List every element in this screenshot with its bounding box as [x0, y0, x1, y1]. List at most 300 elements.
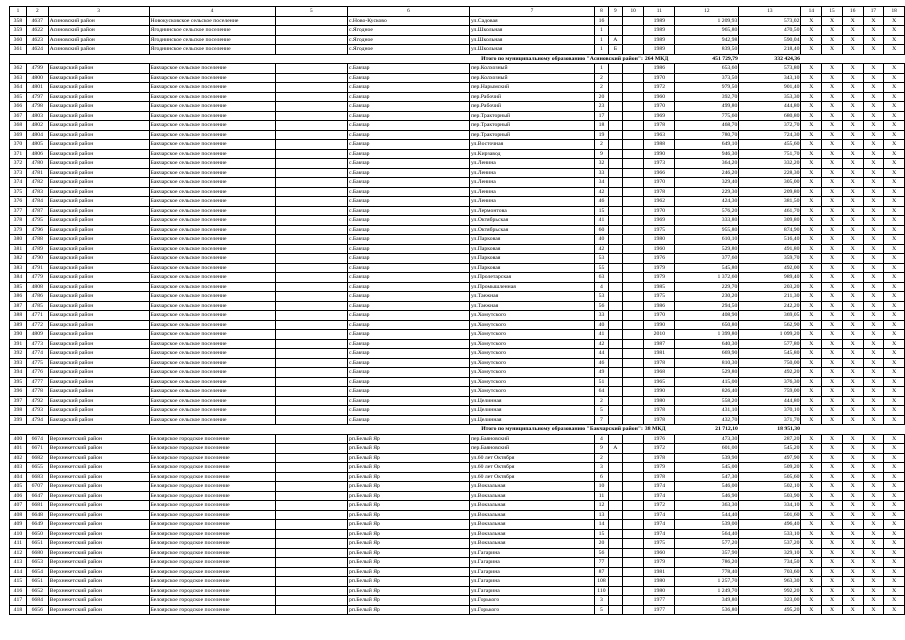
mark-cell: X — [801, 45, 822, 55]
mark-cell: X — [884, 216, 905, 226]
object-code-cell: 6650 — [26, 529, 48, 539]
living-area-cell: 376,30 — [739, 377, 801, 387]
empty-cell — [622, 434, 644, 444]
settlement-cell: Бакчарское сельское поселение — [149, 320, 275, 330]
year-cell: 1965 — [644, 377, 675, 387]
empty-cell — [275, 254, 347, 264]
house-number-cell: 32 — [595, 159, 609, 169]
empty-cell — [275, 387, 347, 397]
settlement-cell: Белоярское городское поселение — [149, 529, 275, 539]
total-area-cell: 229,70 — [675, 282, 739, 292]
housing-register-table — [9, 6, 905, 615]
empty-cell — [275, 197, 347, 207]
total-area-cell: 1 249,70 — [675, 586, 739, 596]
house-letter-cell — [608, 558, 622, 568]
total-area-cell: 468,70 — [675, 121, 739, 131]
mark-cell: X — [884, 282, 905, 292]
empty-cell — [275, 472, 347, 482]
living-area-cell: 455,60 — [739, 140, 801, 150]
total-area-cell: 546,90 — [675, 491, 739, 501]
table-row — [10, 491, 905, 501]
mark-cell: X — [863, 244, 884, 254]
locality-cell: рп.Белый Яр — [347, 444, 469, 454]
living-area-cell: 334,10 — [739, 501, 801, 511]
house-letter-cell — [608, 178, 622, 188]
house-letter-cell — [608, 197, 622, 207]
mark-cell: X — [884, 263, 905, 273]
mark-cell: X — [822, 197, 843, 207]
table-row — [10, 368, 905, 378]
district-cell: Бакчарский район — [48, 121, 149, 131]
empty-cell — [622, 64, 644, 74]
street-cell: ул.Целинная — [469, 396, 594, 406]
district-cell: Бакчарский район — [48, 396, 149, 406]
empty-cell — [275, 282, 347, 292]
mark-cell: X — [884, 273, 905, 283]
mark-cell: X — [822, 111, 843, 121]
mark-cell: X — [863, 225, 884, 235]
object-code-cell: 4776 — [26, 368, 48, 378]
empty-cell — [275, 491, 347, 501]
mark-cell: X — [863, 311, 884, 321]
living-area-cell: 371,70 — [739, 415, 801, 425]
house-number-cell: 46 — [595, 358, 609, 368]
living-area-cell: 992,20 — [739, 586, 801, 596]
empty-cell — [275, 320, 347, 330]
year-cell: 1975 — [644, 292, 675, 302]
street-cell: ул.Ленина — [469, 178, 594, 188]
mark-cell: X — [842, 178, 863, 188]
mark-cell: X — [801, 16, 822, 26]
empty-cell — [275, 406, 347, 416]
mark-cell: X — [863, 206, 884, 216]
mark-cell: X — [884, 73, 905, 83]
year-cell: 1989 — [644, 26, 675, 36]
district-cell: Бакчарский район — [48, 73, 149, 83]
house-number-cell: 1 — [595, 26, 609, 36]
mark-cell: X — [863, 501, 884, 511]
year-cell: 1972 — [644, 501, 675, 511]
mark-cell: X — [801, 73, 822, 83]
settlement-cell: Белоярское городское поселение — [149, 586, 275, 596]
house-number-cell: 17 — [595, 111, 609, 121]
mark-cell: X — [884, 501, 905, 511]
district-cell: Бакчарский район — [48, 415, 149, 425]
street-cell: ул.Хомутского — [469, 339, 594, 349]
mark-cell: X — [801, 92, 822, 102]
house-number-cell: 4 — [595, 282, 609, 292]
locality-cell: с.Бакчар — [347, 320, 469, 330]
total-area-cell: 431,10 — [675, 406, 739, 416]
object-code-cell: 4774 — [26, 349, 48, 359]
settlement-cell: Бакчарское сельское поселение — [149, 149, 275, 159]
district-cell: Бакчарский район — [48, 311, 149, 321]
row-number-cell: 377 — [10, 206, 27, 216]
mark-cell: X — [822, 320, 843, 330]
table-row — [10, 64, 905, 74]
locality-cell: с.Бакчар — [347, 178, 469, 188]
mark-cell: X — [863, 83, 884, 93]
settlement-cell: Бакчарское сельское поселение — [149, 396, 275, 406]
mark-cell: X — [863, 339, 884, 349]
object-code-cell: 4784 — [26, 197, 48, 207]
district-cell: Верхнекетский район — [48, 539, 149, 549]
row-number-cell: 387 — [10, 301, 27, 311]
house-letter-cell — [608, 140, 622, 150]
year-cell: 1979 — [644, 273, 675, 283]
table-row — [10, 586, 905, 596]
row-number-cell: 382 — [10, 254, 27, 264]
table-row — [10, 149, 905, 159]
mark-cell: X — [863, 121, 884, 131]
house-letter-cell — [608, 368, 622, 378]
mark-cell: X — [822, 254, 843, 264]
locality-cell: с.Бакчар — [347, 225, 469, 235]
house-number-cell: 56 — [595, 301, 609, 311]
mark-cell: X — [884, 320, 905, 330]
table-row — [10, 377, 905, 387]
house-letter-cell — [608, 102, 622, 112]
mark-cell: X — [842, 501, 863, 511]
house-number-cell: 41 — [595, 216, 609, 226]
row-number-cell: 389 — [10, 320, 27, 330]
street-cell: ул.Ленина — [469, 197, 594, 207]
house-number-cell: 33 — [595, 168, 609, 178]
column-number-cell: 12 — [675, 7, 739, 17]
year-cell: 1974 — [644, 520, 675, 530]
row-number-cell: 415 — [10, 577, 27, 587]
mark-cell: X — [863, 472, 884, 482]
column-number-cell: 18 — [884, 7, 905, 17]
mark-cell: X — [822, 444, 843, 454]
house-number-cell: 23 — [595, 102, 609, 112]
mark-cell: X — [863, 358, 884, 368]
table-row — [10, 83, 905, 93]
district-cell: Верхнекетский район — [48, 501, 149, 511]
empty-cell — [275, 415, 347, 425]
mark-cell: X — [801, 121, 822, 131]
mark-cell: X — [842, 529, 863, 539]
year-cell: 1989 — [644, 45, 675, 55]
settlement-cell: Ягоднинское сельское поселение — [149, 35, 275, 45]
street-cell: ул.Хомутского — [469, 358, 594, 368]
table-row — [10, 320, 905, 330]
mark-cell: X — [884, 558, 905, 568]
settlement-cell: Бакчарское сельское поселение — [149, 64, 275, 74]
table-body — [10, 16, 905, 615]
mark-cell: X — [801, 444, 822, 454]
locality-cell: с.Бакчар — [347, 206, 469, 216]
living-area-cell: 492,20 — [739, 368, 801, 378]
column-number-cell: 5 — [275, 7, 347, 17]
table-row — [10, 130, 905, 140]
mark-cell: X — [884, 16, 905, 26]
house-letter-cell — [608, 121, 622, 131]
mark-cell: X — [884, 311, 905, 321]
year-cell: 1973 — [644, 159, 675, 169]
empty-cell — [622, 235, 644, 245]
house-number-cell: 49 — [595, 368, 609, 378]
empty-cell — [622, 16, 644, 26]
mark-cell: X — [842, 16, 863, 26]
house-letter-cell — [608, 301, 622, 311]
mark-cell: X — [842, 92, 863, 102]
table-row — [10, 358, 905, 368]
empty-cell — [275, 529, 347, 539]
house-number-cell: 2 — [595, 396, 609, 406]
street-cell: ул.60 лет Октября — [469, 453, 594, 463]
empty-cell — [622, 206, 644, 216]
row-number-cell: 393 — [10, 358, 27, 368]
row-number-cell: 390 — [10, 330, 27, 340]
mark-cell: X — [801, 178, 822, 188]
table-row — [10, 311, 905, 321]
settlement-cell: Бакчарское сельское поселение — [149, 92, 275, 102]
object-code-cell: 4622 — [26, 26, 48, 36]
street-cell: ул.Восточная — [469, 140, 594, 150]
mark-cell: X — [884, 83, 905, 93]
mark-cell: X — [884, 206, 905, 216]
living-area-cell: 703,60 — [739, 567, 801, 577]
mark-cell: X — [842, 415, 863, 425]
house-letter-cell: Б — [608, 45, 622, 55]
total-area-cell: 1 257,70 — [675, 577, 739, 587]
living-area-cell: 750,00 — [739, 358, 801, 368]
row-number-cell: 418 — [10, 605, 27, 615]
empty-cell — [275, 244, 347, 254]
street-cell: ул.Гагарина — [469, 586, 594, 596]
mark-cell: X — [822, 368, 843, 378]
street-cell: ул.Парковая — [469, 263, 594, 273]
year-cell: 1979 — [644, 263, 675, 273]
locality-cell: с.Бакчар — [347, 216, 469, 226]
mark-cell: X — [863, 45, 884, 55]
living-area-cell: 901,40 — [739, 83, 801, 93]
row-number-cell: 400 — [10, 434, 27, 444]
subtotal-count: 38 МКД — [644, 425, 675, 435]
district-cell: Бакчарский район — [48, 102, 149, 112]
mark-cell: X — [863, 111, 884, 121]
settlement-cell: Белоярское городское поселение — [149, 510, 275, 520]
total-area-cell: 1 372,60 — [675, 273, 739, 283]
total-area-cell: 545,80 — [675, 263, 739, 273]
row-number-cell: 406 — [10, 491, 27, 501]
mark-cell: X — [801, 216, 822, 226]
settlement-cell: Белоярское городское поселение — [149, 491, 275, 501]
street-cell: ул.Горького — [469, 596, 594, 606]
mark-cell: X — [842, 349, 863, 359]
mark-cell: X — [863, 273, 884, 283]
empty-cell — [622, 396, 644, 406]
district-cell: Верхнекетский район — [48, 472, 149, 482]
street-cell: пер.Колхозный — [469, 64, 594, 74]
living-area-cell: 359,70 — [739, 254, 801, 264]
mark-cell: X — [801, 491, 822, 501]
subtotal-area: 451 729,79 — [675, 54, 739, 64]
year-cell: 1974 — [644, 529, 675, 539]
object-code-cell: 6651 — [26, 539, 48, 549]
mark-cell: X — [842, 140, 863, 150]
mark-cell: X — [842, 387, 863, 397]
district-cell: Верхнекетский район — [48, 491, 149, 501]
object-code-cell: 4781 — [26, 168, 48, 178]
locality-cell: с.Бакчар — [347, 377, 469, 387]
district-cell: Бакчарский район — [48, 111, 149, 121]
house-number-cell: 1 — [595, 45, 609, 55]
column-number-cell: 4 — [149, 7, 275, 17]
row-number-cell: 386 — [10, 292, 27, 302]
total-area-cell: 780,70 — [675, 130, 739, 140]
total-area-cell: 546,00 — [675, 482, 739, 492]
year-cell: 1980 — [644, 235, 675, 245]
column-number-cell: 16 — [842, 7, 863, 17]
object-code-cell: 4777 — [26, 377, 48, 387]
mark-cell: X — [801, 263, 822, 273]
street-cell: ул.Октябрьская — [469, 216, 594, 226]
year-cell: 1972 — [644, 444, 675, 454]
total-area-cell: 499,80 — [675, 102, 739, 112]
street-cell: ул.60 лет Октября — [469, 472, 594, 482]
table-row — [10, 216, 905, 226]
mark-cell: X — [842, 197, 863, 207]
mark-cell: X — [801, 406, 822, 416]
row-number-cell: 413 — [10, 558, 27, 568]
house-number-cell: 77 — [595, 558, 609, 568]
mark-cell: X — [884, 178, 905, 188]
mark-cell: X — [863, 102, 884, 112]
locality-cell: с.Бакчар — [347, 140, 469, 150]
mark-cell: X — [822, 35, 843, 45]
mark-cell: X — [801, 482, 822, 492]
settlement-cell: Бакчарское сельское поселение — [149, 111, 275, 121]
locality-cell: рп.Белый Яр — [347, 548, 469, 558]
house-number-cell: 5 — [595, 605, 609, 615]
empty-cell — [622, 358, 644, 368]
subtotal-area-residential: 332 424,36 — [739, 54, 801, 64]
row-number-cell: 409 — [10, 520, 27, 530]
locality-cell: рп.Белый Яр — [347, 491, 469, 501]
street-cell: ул.Лермонтова — [469, 206, 594, 216]
mark-cell: X — [884, 358, 905, 368]
object-code-cell: 4805 — [26, 140, 48, 150]
living-area-cell: 218,40 — [739, 45, 801, 55]
street-cell: ул.60 лет Октября — [469, 463, 594, 473]
empty-cell — [275, 301, 347, 311]
house-number-cell: 53 — [595, 292, 609, 302]
settlement-cell: Бакчарское сельское поселение — [149, 244, 275, 254]
house-number-cell: 9 — [595, 444, 609, 454]
mark-cell: X — [842, 605, 863, 615]
empty-cell — [622, 244, 644, 254]
living-area-cell: 537,20 — [739, 539, 801, 549]
district-cell: Асиновский район — [48, 16, 149, 26]
empty-cell — [622, 292, 644, 302]
table-row — [10, 339, 905, 349]
house-letter-cell — [608, 83, 622, 93]
year-cell: 1978 — [644, 453, 675, 463]
street-cell: ул.Таежная — [469, 292, 594, 302]
house-letter-cell — [608, 529, 622, 539]
mark-cell: X — [842, 482, 863, 492]
subtotal-blank — [801, 425, 905, 435]
street-cell: ул.Промышленная — [469, 282, 594, 292]
living-area-cell: 228,30 — [739, 168, 801, 178]
object-code-cell: 4782 — [26, 178, 48, 188]
settlement-cell: Бакчарское сельское поселение — [149, 254, 275, 264]
house-number-cell: 64 — [595, 387, 609, 397]
empty-cell — [622, 387, 644, 397]
mark-cell: X — [822, 292, 843, 302]
row-number-cell: 367 — [10, 111, 27, 121]
empty-cell — [275, 159, 347, 169]
house-number-cell: 51 — [595, 377, 609, 387]
row-number-cell: 417 — [10, 596, 27, 606]
house-letter-cell — [608, 320, 622, 330]
table-row — [10, 235, 905, 245]
locality-cell: с.Бакчар — [347, 263, 469, 273]
house-letter-cell — [608, 387, 622, 397]
locality-cell: с.Бакчар — [347, 197, 469, 207]
house-number-cell: 2 — [595, 140, 609, 150]
table-row — [10, 577, 905, 587]
street-cell: пер.Тракторный — [469, 121, 594, 131]
mark-cell: X — [842, 301, 863, 311]
table-row — [10, 387, 905, 397]
mark-cell: X — [801, 453, 822, 463]
row-number-cell: 408 — [10, 510, 27, 520]
year-cell: 1981 — [644, 567, 675, 577]
mark-cell: X — [842, 539, 863, 549]
district-cell: Верхнекетский район — [48, 510, 149, 520]
empty-cell — [622, 320, 644, 330]
mark-cell: X — [822, 159, 843, 169]
mark-cell: X — [842, 216, 863, 226]
house-letter-cell — [608, 330, 622, 340]
total-area-cell: 653,60 — [675, 64, 739, 74]
district-cell: Бакчарский район — [48, 301, 149, 311]
empty-cell — [275, 168, 347, 178]
street-cell: ул.Хомутского — [469, 387, 594, 397]
empty-cell — [622, 282, 644, 292]
living-area-cell: 287,20 — [739, 434, 801, 444]
row-number-cell: 366 — [10, 102, 27, 112]
mark-cell: X — [842, 406, 863, 416]
living-area-cell: 203,20 — [739, 282, 801, 292]
year-cell: 1970 — [644, 102, 675, 112]
district-cell: Бакчарский район — [48, 263, 149, 273]
mark-cell: X — [822, 586, 843, 596]
mark-cell: X — [884, 510, 905, 520]
mark-cell: X — [863, 567, 884, 577]
mark-cell: X — [842, 263, 863, 273]
mark-cell: X — [801, 377, 822, 387]
table-row — [10, 292, 905, 302]
mark-cell: X — [822, 482, 843, 492]
mark-cell: X — [863, 368, 884, 378]
column-number-cell: 7 — [469, 7, 594, 17]
column-number-row — [10, 7, 905, 17]
mark-cell: X — [863, 16, 884, 26]
empty-cell — [275, 434, 347, 444]
house-letter-cell — [608, 292, 622, 302]
empty-cell — [622, 216, 644, 226]
district-cell: Бакчарский район — [48, 149, 149, 159]
mark-cell: X — [884, 586, 905, 596]
mark-cell: X — [801, 149, 822, 159]
object-code-cell: 4795 — [26, 216, 48, 226]
street-cell: ул.Хомутского — [469, 377, 594, 387]
object-code-cell: 4808 — [26, 282, 48, 292]
